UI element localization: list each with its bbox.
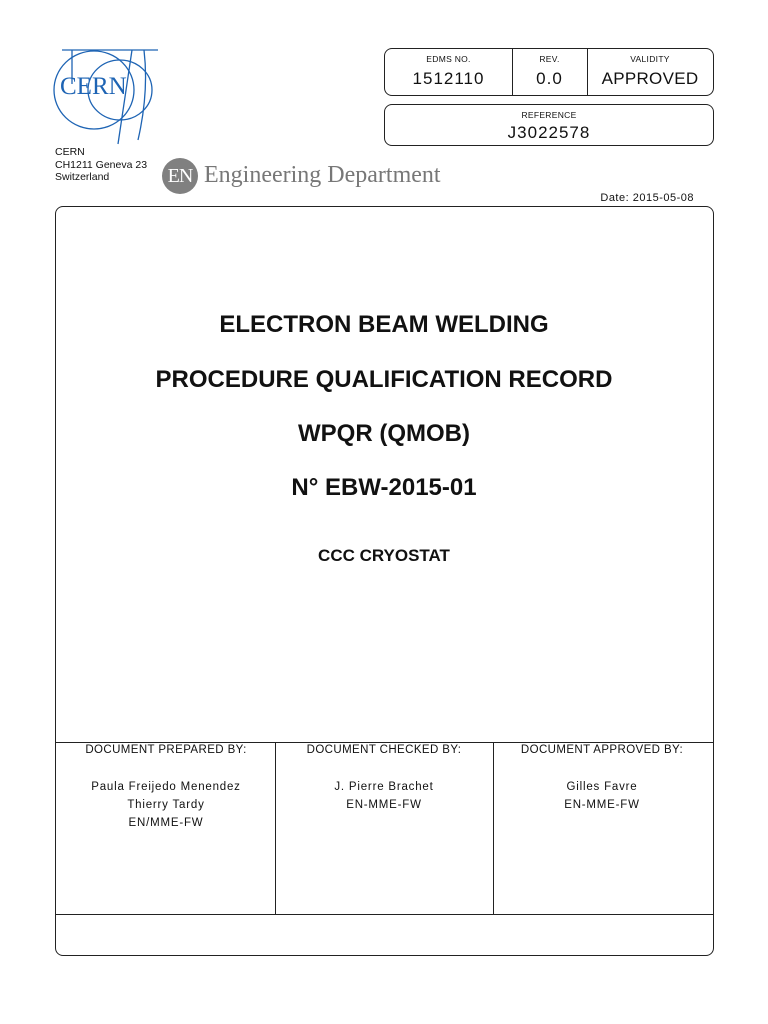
prepared-by-column	[57, 744, 275, 832]
rev-label: REV.	[539, 54, 560, 64]
prepared-by-name-2: Thierry Tardy	[127, 799, 205, 811]
title-line-1: ELECTRON BEAM WELDING	[219, 311, 549, 338]
signature-table-bottom-rule	[55, 914, 714, 915]
reference-label: REFERENCE	[521, 110, 577, 120]
reference-value: J3022578	[507, 123, 591, 142]
title-line-2: PROCEDURE QUALIFICATION RECORD	[155, 366, 613, 393]
approved-by-heading: DOCUMENT APPROVED BY:	[520, 744, 684, 756]
prepared-by-unit: EN/MME-FW	[128, 817, 204, 829]
address-line-2: CH1211 Geneva 23	[55, 158, 148, 171]
rev-cell	[512, 49, 587, 95]
checked-by-unit: EN-MME-FW	[346, 799, 422, 811]
checked-by-heading: DOCUMENT CHECKED BY:	[306, 744, 462, 756]
cern-logo-text: CERN	[60, 73, 127, 100]
validity-cell	[587, 49, 713, 95]
doc-info-box	[384, 48, 714, 96]
reference-cell	[385, 105, 713, 145]
approved-by-name: Gilles Favre	[566, 781, 638, 793]
edms-cell	[385, 49, 512, 95]
document-date: Date: 2015-05-08	[600, 192, 694, 204]
checked-by-name: J. Pierre Brachet	[334, 781, 434, 793]
prepared-by-heading: DOCUMENT PREPARED BY:	[85, 744, 247, 756]
department-name: Engineering Department	[204, 162, 441, 188]
prepared-by-name-1: Paula Freijedo Menendez	[91, 781, 241, 793]
subtitle: CCC CRYOSTAT	[318, 546, 450, 565]
title-line-3: WPQR (QMOB)	[298, 420, 470, 447]
approved-by-column	[493, 744, 711, 814]
reference-box	[384, 104, 714, 146]
edms-label: EDMS NO.	[426, 54, 471, 64]
validity-value: APPROVED	[601, 69, 699, 88]
edms-value: 1512110	[412, 69, 485, 88]
title-line-4: N° EBW-2015-01	[291, 474, 477, 501]
approved-by-unit: EN-MME-FW	[564, 799, 640, 811]
validity-label: VALIDITY	[630, 54, 670, 64]
en-badge-icon: EN	[162, 158, 198, 194]
cern-logo	[48, 44, 160, 148]
checked-by-column	[275, 744, 493, 814]
address-line-3: Switzerland	[55, 171, 110, 183]
rev-value: 0.0	[536, 69, 563, 88]
address-line-1: CERN	[55, 146, 85, 158]
signature-table-top-rule	[55, 742, 714, 743]
